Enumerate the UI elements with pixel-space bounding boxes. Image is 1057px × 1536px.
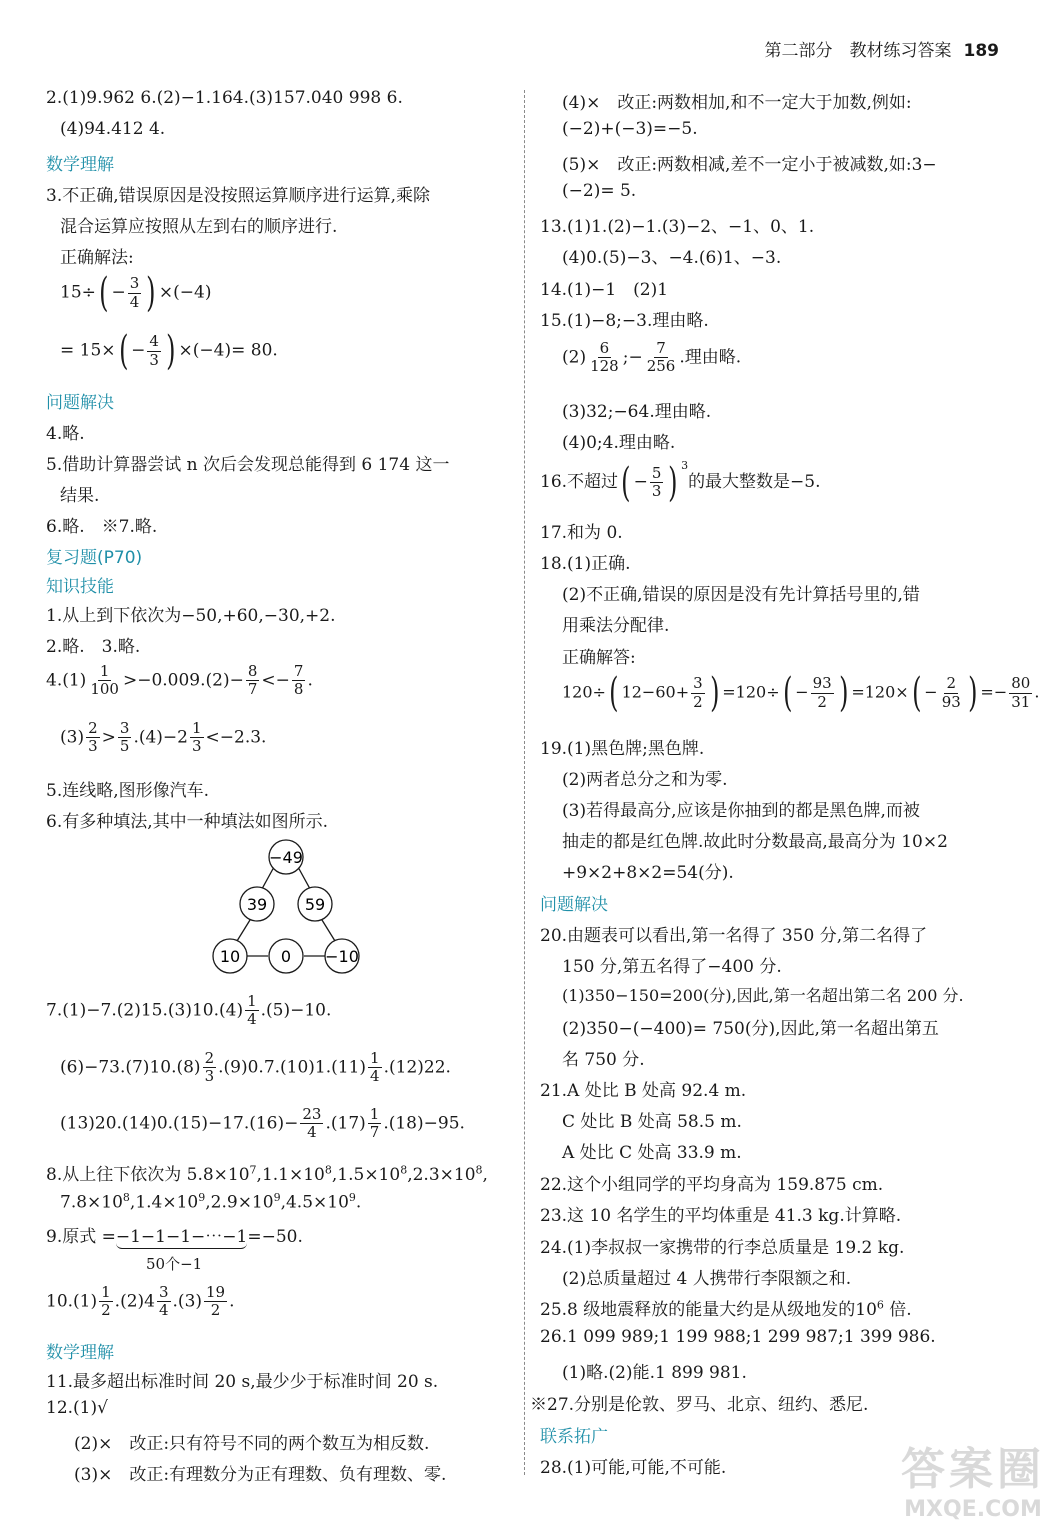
answer-18-2-cont: 用乘法分配律. bbox=[562, 616, 670, 636]
answer-12-4: (4)× 改正:两数相加,和不一定大于加数,例如: bbox=[562, 93, 912, 113]
answer-15-2: (2) $\frac{6}{128}$ ;− $\frac{7}{256}$ .理由略. bbox=[562, 339, 742, 376]
answer-20: 20.由题表可以看出,第一名得了 350 分,第二名得了 bbox=[540, 926, 928, 946]
review-answer-10: 10.(1) $\frac{1}{2}$ .(2)4 $\frac{3}{4}$ .(3) $\frac{19}{2}$ . bbox=[46, 1283, 235, 1320]
formula-2: = 15×( − $\frac{4}{3}$ ) ×(−4)= 80. bbox=[60, 328, 278, 374]
formula-text: ×(−4)= 80. bbox=[178, 340, 278, 361]
diagram-label: 10 bbox=[219, 947, 241, 966]
diagram-label: −10 bbox=[325, 947, 359, 966]
review-answer-5: 5.连线略,图形像汽车. bbox=[46, 781, 210, 801]
review-answer-4-cont: (3) $\frac{2}{3}$ > $\frac{3}{5}$ .(4)−2 $\frac{1}{3}$ <−2.3. bbox=[60, 719, 267, 756]
review-answer-8: 8.从上往下依次为 $5.8\times 10^7,1.1\times 10^8,1.5\times 10^8,2.3\times 10^8$, bbox=[46, 1163, 488, 1185]
watermark-top: 答案圈 bbox=[901, 1444, 1045, 1495]
review-answer-4: 4.(1) $\frac{1}{100}$ >−0.009.(2)− $\frac{8}{7}$ <− $\frac{7}{8}$ . bbox=[46, 662, 313, 699]
page-number: 189 bbox=[963, 41, 999, 61]
answer-18-label: 正确解答: bbox=[562, 648, 636, 668]
answer-2: 2.(1)9.962 6.(2)−1.164.(3)157.040 998 6. bbox=[46, 88, 403, 108]
answer-19-3-cont2: +9×2+8×2=54(分). bbox=[562, 863, 734, 883]
review-answer-1: 1.从上到下依次为−50,+60,−30,+2. bbox=[46, 606, 336, 626]
review-answer-8-cont: $7.8\times 10^8,1.4\times 10^9,2.9\times 10^9,4.5\times 10^9$. bbox=[60, 1191, 362, 1213]
answer-22: 22.这个小组同学的平均身高为 159.875 cm. bbox=[540, 1175, 884, 1195]
section-heading: 问题解决 bbox=[540, 895, 608, 915]
answer-27: ※27.分别是伦敦、罗马、北京、纽约、悉尼. bbox=[530, 1395, 869, 1415]
formula-text: ×(−4) bbox=[158, 282, 212, 303]
answer-17: 17.和为 0. bbox=[540, 523, 623, 543]
review-answer-2: 2.略. 3.略. bbox=[46, 637, 141, 657]
answer-18: 18.(1)正确. bbox=[540, 554, 631, 574]
answer-5-cont: 结果. bbox=[60, 486, 100, 506]
answer-15: 15.(1)−8;−3.理由略. bbox=[540, 311, 709, 331]
answer-2-cont: (4)94.412 4. bbox=[60, 119, 166, 139]
answer-19-2: (2)两者总分之和为零. bbox=[562, 770, 728, 790]
header-title: 第二部分 教材练习答案 bbox=[764, 41, 952, 61]
answer-18-2: (2)不正确,错误的原因是没有先计算括号里的,错 bbox=[562, 585, 920, 605]
formula-text: 15÷ bbox=[60, 282, 96, 303]
review-answer-9: 9.原式 =−1−1−1−⋯−1=−50. bbox=[46, 1227, 303, 1247]
diagram-label: 39 bbox=[246, 895, 268, 914]
review-answer-7: 7.(1)−7.(2)15.(3)10.(4) $\frac{1}{4}$ .(5)−10. bbox=[46, 992, 332, 1029]
answer-19-3: (3)若得最高分,应该是你抽到的都是黑色牌,而被 bbox=[562, 801, 920, 821]
answer-26: 26.1 099 989;1 199 988;1 299 987;1 399 986. bbox=[540, 1327, 936, 1347]
answer-14: 14.(1)−1 (2)1 bbox=[540, 280, 669, 300]
answer-26-cont: (1)略.(2)能.1 899 981. bbox=[562, 1363, 747, 1383]
review-answer-6: 6.有多种填法,其中一种填法如图所示. bbox=[46, 812, 329, 832]
diagram-label: 59 bbox=[304, 895, 326, 914]
answer-28: 28.(1)可能,可能,不可能. bbox=[540, 1458, 727, 1478]
page-header bbox=[765, 36, 1000, 61]
answer-12-5: (5)× 改正:两数相减,差不一定小于被减数,如:3− bbox=[562, 155, 937, 175]
review-answer-12-2: (2)× 改正:只有符号不同的两个数互为相反数. bbox=[74, 1434, 430, 1454]
watermark-bottom: MXQE.COM bbox=[904, 1497, 1042, 1522]
answer-12-5-cont: (−2)= 5. bbox=[562, 181, 637, 201]
watermark bbox=[901, 1433, 1045, 1522]
fraction: $\frac{3}{4}$ bbox=[129, 274, 140, 311]
review-answer-9-brace-label: 50个−1 bbox=[146, 1255, 203, 1273]
formula-text: = 15× bbox=[60, 340, 116, 361]
answer-24-2: (2)总质量超过 4 人携带行李限额之和. bbox=[562, 1269, 852, 1289]
review-answer-7-cont2: (13)20.(14)0.(15)−17.(16)− $\frac{23}{4}$ .(17) $\frac{1}{7}$ .(18)−95. bbox=[60, 1105, 465, 1142]
answer-12-4-cont: (−2)+(−3)=−5. bbox=[562, 119, 698, 139]
answer-23: 23.这 10 名学生的平均体重是 41.3 kg.计算略. bbox=[540, 1206, 902, 1226]
answer-18-formula: 120÷( 12−60+ $\frac{3}{2}$ ) =120÷( − $\frac{93}{2}$ ) =120×( − $\frac{2}{93}$ ) =− $\frac{80}{31}$ . bbox=[562, 670, 1040, 716]
answer-15-4: (4)0;4.理由略. bbox=[562, 433, 676, 453]
answer-6: 6.略. ※7.略. bbox=[46, 517, 158, 537]
section-heading: 数学理解 bbox=[46, 155, 114, 175]
answer-21-cont: C 处比 B 处高 58.5 m. bbox=[562, 1112, 742, 1132]
diagram-label: 0 bbox=[280, 947, 292, 966]
section-heading: 数学理解 bbox=[46, 1343, 114, 1363]
review-answer-12: 12.(1)√ bbox=[46, 1398, 108, 1418]
answer-15-3: (3)32;−64.理由略. bbox=[562, 402, 712, 422]
answer-3-cont: 混合运算应按照从左到右的顺序进行. bbox=[60, 217, 338, 237]
section-heading: 知识技能 bbox=[46, 577, 114, 597]
formula-1: 15÷( − $\frac{3}{4}$ ) ×(−4) bbox=[60, 270, 212, 316]
answer-3: 3.不正确,错误原因是没按照运算顺序进行运算,乘除 bbox=[46, 186, 431, 206]
number-triangle-diagram bbox=[200, 838, 370, 984]
answer-20-2: (2)350−(−400)= 750(分),因此,第一名超出第五 bbox=[562, 1019, 939, 1039]
answer-25: 25.8 级地震释放的能量大约是从级地发的$10^6$ 倍. bbox=[540, 1298, 912, 1320]
answer-13-cont: (4)0.(5)−3、−4.(6)1、−3. bbox=[562, 248, 782, 268]
section-heading: 复习题(P70) bbox=[46, 548, 143, 568]
answer-20-1: (1)350−150=200(分),因此,第一名超出第二名 200 分. bbox=[562, 986, 964, 1005]
review-answer-12-3: (3)× 改正:有理数分为正有理数、负有理数、零. bbox=[74, 1465, 447, 1485]
section-heading: 问题解决 bbox=[46, 393, 114, 413]
answer-19-3-cont: 抽走的都是红色牌.故此时分数最高,最高分为 10×2 bbox=[562, 832, 948, 852]
fraction: $\frac{4}{3}$ bbox=[149, 332, 159, 369]
column-divider bbox=[524, 90, 525, 1475]
answer-3-label: 正确解法: bbox=[60, 248, 134, 268]
review-answer-7-cont: (6)−73.(7)10.(8) $\frac{2}{3}$ .(9)0.7.(10)1.(11) $\frac{1}{4}$ .(12)22. bbox=[60, 1049, 451, 1086]
answer-16: 16.不超过( − $\frac{5}{3}$ ) $^3$的最大整数是−5. bbox=[540, 459, 821, 506]
answer-24: 24.(1)李叔叔一家携带的行李总质量是 19.2 kg. bbox=[540, 1238, 905, 1258]
answer-21-cont2: A 处比 C 处高 33.9 m. bbox=[562, 1143, 742, 1163]
answer-20-cont: 150 分,第五名得了−400 分. bbox=[562, 957, 782, 977]
diagram-label: −49 bbox=[269, 848, 303, 867]
answer-5: 5.借助计算器尝试 n 次后会发现总能得到 6 174 这一 bbox=[46, 455, 450, 475]
section-heading: 联系拓广 bbox=[540, 1427, 608, 1447]
answer-13: 13.(1)1.(2)−1.(3)−2、−1、0、1. bbox=[540, 217, 815, 237]
answer-20-2-cont: 名 750 分. bbox=[562, 1050, 645, 1070]
review-answer-11: 11.最多超出标准时间 20 s,最少少于标准时间 20 s. bbox=[46, 1372, 439, 1392]
answer-19: 19.(1)黑色牌;黑色牌. bbox=[540, 739, 705, 759]
answer-21: 21.A 处比 B 处高 92.4 m. bbox=[540, 1081, 747, 1101]
answer-4: 4.略. bbox=[46, 424, 85, 444]
